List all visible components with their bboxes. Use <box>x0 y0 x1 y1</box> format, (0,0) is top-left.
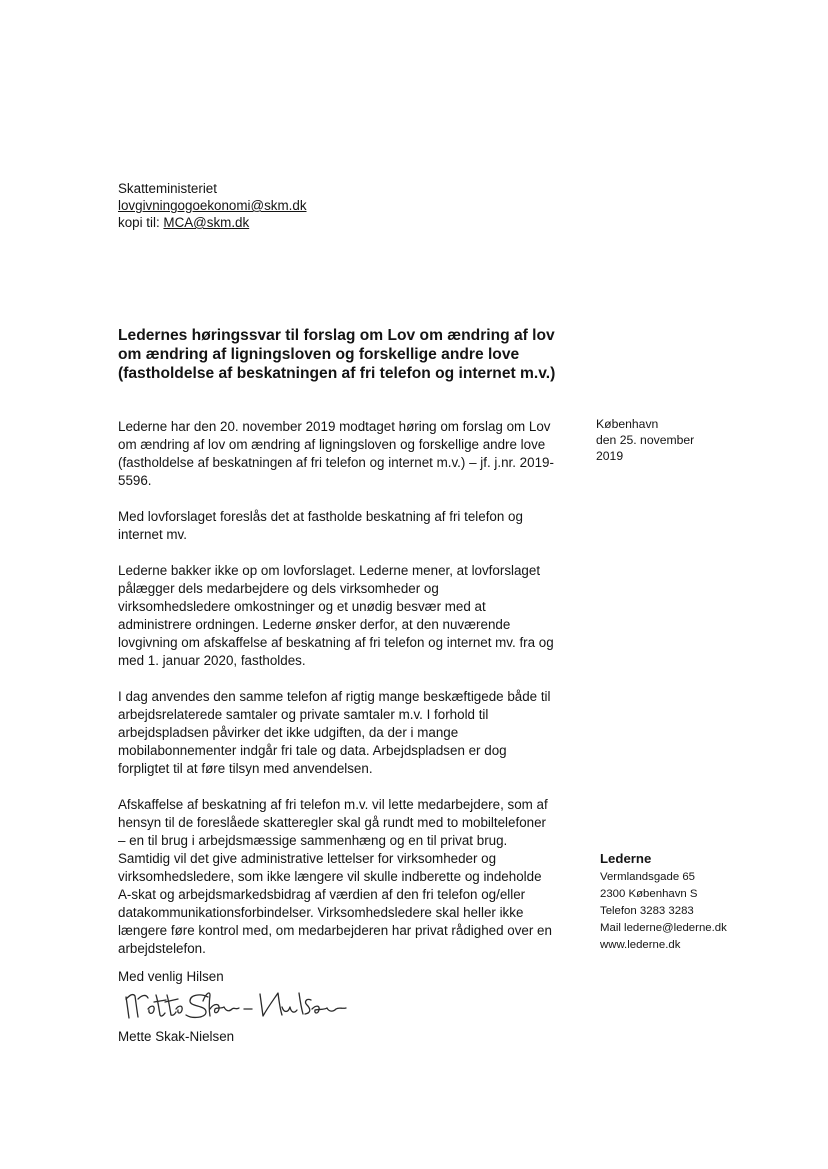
recipient-block <box>118 180 307 231</box>
copy-email-link[interactable]: MCA@skm.dk <box>163 215 250 230</box>
recipient-email-link[interactable]: lovgivningogoekonomi@skm.dk <box>118 198 307 213</box>
letter-body <box>118 418 554 976</box>
organization-block <box>600 850 727 954</box>
paragraph-2: Med lovforslaget foreslås det at fastholde beskatning af fri telefon og internet mv. <box>118 509 523 542</box>
signer-name: Mette Skak-Nielsen <box>118 1029 235 1044</box>
handwritten-signature <box>118 985 363 1025</box>
place-date-block <box>596 416 694 464</box>
copy-label: kopi til: <box>118 215 160 230</box>
paragraph-4: I dag anvendes den samme telefon af rigtig mange beskæftigede både til arbejdsrelaterede samtaler og private samtaler m.v. I forhold til arbejdspladsen påvirker det ikke udgiften, da der i mange mobilabonnementer indgår fri tale og data. Arbejdspladsen er dog forpligtet til at føre tilsyn med anvendelsen. <box>118 689 551 776</box>
organization-phone: Telefon 3283 3283 <box>600 905 694 917</box>
organization-web: www.lederne.dk <box>600 939 681 951</box>
paragraph-3: Lederne bakker ikke op om lovforslaget. Lederne mener, at lovforslaget pålægger dels medarbejdere og dels virksomheder og virksomhedsledere omkostninger og et unødig besvær med at administrere ordningen. Lederne ønsker derfor, at den nuværende lovgivning om afskaffelse af beskatning af fri telefon og internet mv. fra og med 1. januar 2020, fastholdes. <box>118 563 554 668</box>
paragraph-1: Lederne har den 20. november 2019 modtaget høring om forslag om Lov om ændring af lov om ændring af ligningsloven og forskellige andre love (fastholdelse af beskatningen af fri telefon og internet m.v.) – jf. j.nr. 2019-5596. <box>118 419 554 488</box>
date-line: den 25. november <box>596 433 695 447</box>
organization-name: Lederne <box>600 851 652 866</box>
date-year: 2019 <box>596 449 624 463</box>
letter-title: Ledernes høringssvar til forslag om Lov om ændring af lov om ændring af ligningsloven og forskellige andre love (fastholdelse af beskatningen af fri telefon og internet m.v.) <box>118 327 556 382</box>
organization-mail: Mail lederne@lederne.dk <box>600 922 727 934</box>
closing-greeting: Med venlig Hilsen <box>118 969 224 984</box>
place-city: København <box>596 417 659 431</box>
paragraph-5: Afskaffelse af beskatning af fri telefon m.v. vil lette medarbejdere, som af hensyn til de foreslåede skatteregler skal gå rundt med to mobiltelefoner – en til brug i arbejdsmæssige sammenhæng og en til privat brug. Samtidig vil det give administrative lettelser for virksomheder og virksomhedsledere, som ikke længere vil skulle indberette og indeholde A-skat og arbejdsmarkedsbidrag af værdien af den fri telefon og/eller datakommunikationsforbindelser. Virksomhedsledere skal heller ikke længere føre kontrol med, om medarbejderen har privat rådighed over en arbejdstelefon. <box>118 797 552 956</box>
recipient-name: Skatteministeriet <box>118 181 217 196</box>
organization-street: Vermlandsgade 65 <box>600 871 695 883</box>
organization-postal: 2300 København S <box>600 888 698 900</box>
